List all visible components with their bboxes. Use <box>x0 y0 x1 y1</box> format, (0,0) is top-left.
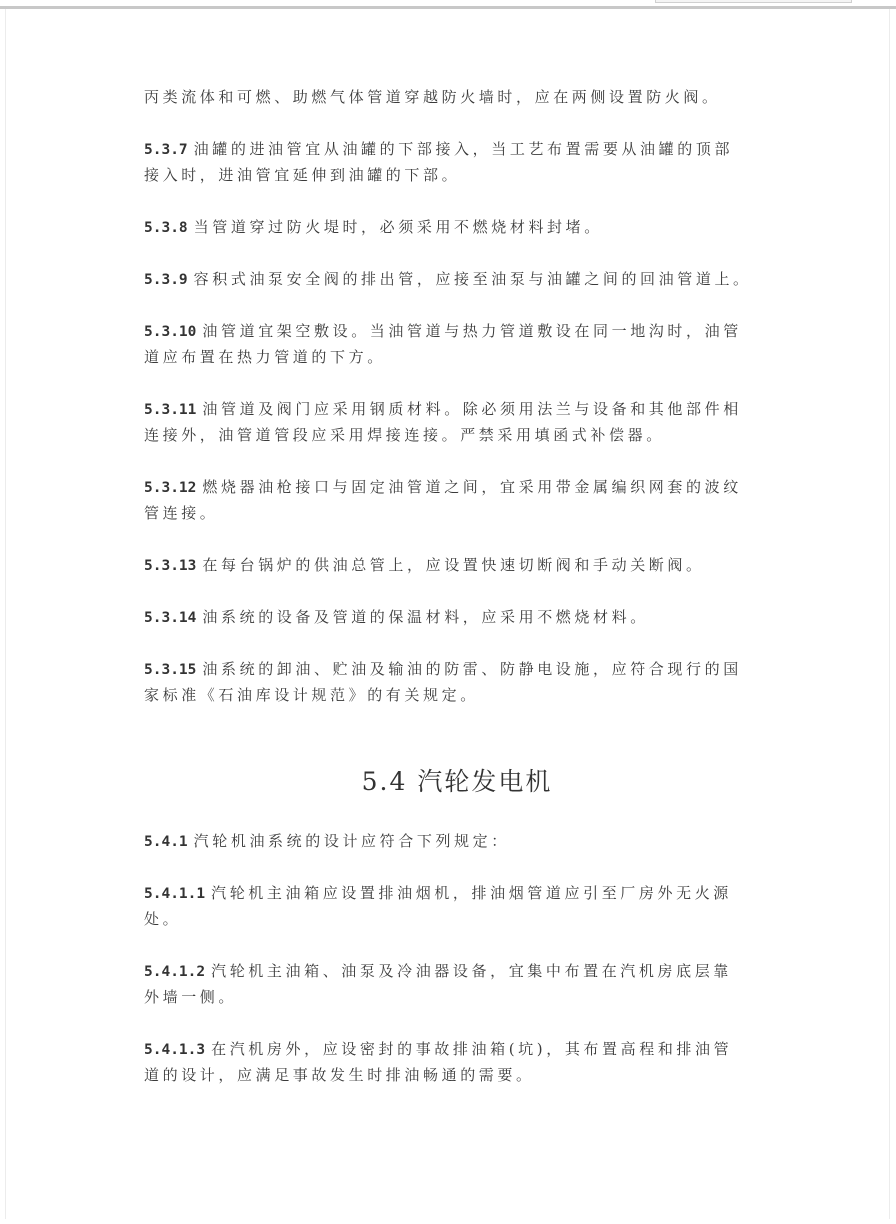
text-line <box>144 984 784 1010</box>
document-page <box>5 9 890 1219</box>
clause-number: 5.3.15 <box>144 662 197 678</box>
clause-number: 5.4.1.3 <box>144 1042 206 1058</box>
clause-paragraph <box>144 880 784 932</box>
clause-number: 5.4.1.1 <box>144 886 206 902</box>
text-line <box>144 656 784 682</box>
clause-paragraph <box>144 1036 784 1088</box>
clause-text: 处。 <box>144 910 182 928</box>
text-line <box>144 880 784 906</box>
text-line <box>144 682 784 708</box>
text-line <box>144 1062 784 1088</box>
text-line <box>144 500 784 526</box>
clause-number: 5.3.12 <box>144 480 197 496</box>
text-line <box>144 604 784 630</box>
clause-text: 容积式油泵安全阀的排出管，应接至油泵与油罐之间的回油管道上。 <box>193 270 752 288</box>
clause-text: 丙类流体和可燃、助燃气体管道穿越防火墙时，应在两侧设置防火阀。 <box>144 88 721 106</box>
section-5-4-clauses <box>144 828 784 1088</box>
clause-text: 汽轮机主油箱、油泵及冷油器设备，宜集中布置在汽机房底层靠 <box>211 962 732 980</box>
text-line <box>144 318 784 344</box>
clause-number: 5.3.14 <box>144 610 197 626</box>
text-line <box>144 1036 784 1062</box>
clause-text: 在每台锅炉的供油总管上，应设置快速切断阀和手动关断阀。 <box>202 556 705 574</box>
clause-paragraph <box>144 318 784 370</box>
clause-text: 油系统的设备及管道的保温材料，应采用不燃烧材料。 <box>202 608 649 626</box>
text-line <box>144 266 784 292</box>
clause-paragraph <box>144 214 784 240</box>
clause-paragraph <box>144 396 784 448</box>
clause-text: 油罐的进油管宜从油罐的下部接入，当工艺布置需要从油罐的顶部 <box>193 140 734 158</box>
clause-number: 5.3.7 <box>144 142 188 158</box>
clause-text: 道的设计，应满足事故发生时排油畅通的需要。 <box>144 1066 535 1084</box>
text-line <box>144 422 784 448</box>
clause-paragraph <box>144 552 784 578</box>
section-5-3-clauses <box>144 84 784 708</box>
clause-paragraph <box>144 828 784 854</box>
text-line <box>144 474 784 500</box>
clause-text: 连接外，油管道管段应采用焊接连接。严禁采用填函式补偿器。 <box>144 426 665 444</box>
section-heading: 5.4 汽轮发电机 <box>361 767 553 796</box>
text-line <box>144 84 784 110</box>
text-line <box>144 828 784 854</box>
clause-text: 油管道及阀门应采用钢质材料。除必须用法兰与设备和其他部件相 <box>202 400 742 418</box>
text-line <box>144 958 784 984</box>
clause-text: 管连接。 <box>144 504 219 522</box>
clause-text: 燃烧器油枪接口与固定油管道之间，宜采用带金属编织网套的波纹 <box>202 478 742 496</box>
clause-text: 外墙一侧。 <box>144 988 238 1006</box>
text-line <box>144 906 784 932</box>
clause-text: 接入时，进油管宜延伸到油罐的下部。 <box>144 166 461 184</box>
clause-text: 油系统的卸油、贮油及输油的防雷、防静电设施，应符合现行的国 <box>202 660 742 678</box>
clause-paragraph <box>144 474 784 526</box>
page-content <box>144 84 784 1114</box>
text-line <box>144 214 784 240</box>
clause-number: 5.3.8 <box>144 220 188 236</box>
viewer-toolbar-tab <box>655 0 852 3</box>
text-line <box>144 136 784 162</box>
clause-number: 5.3.13 <box>144 558 197 574</box>
text-line <box>144 396 784 422</box>
clause-text: 家标准《石油库设计规范》的有关规定。 <box>144 686 479 704</box>
clause-paragraph <box>144 604 784 630</box>
text-line <box>144 552 784 578</box>
clause-paragraph <box>144 136 784 188</box>
clause-number: 5.4.1.2 <box>144 964 206 980</box>
clause-number: 5.3.10 <box>144 324 197 340</box>
clause-text: 道应布置在热力管道的下方。 <box>144 348 386 366</box>
clause-number: 5.3.11 <box>144 402 197 418</box>
clause-text: 油管道宜架空敷设。当油管道与热力管道敷设在同一地沟时，油管 <box>202 322 742 340</box>
clause-paragraph <box>144 958 784 1010</box>
clause-text: 汽轮机油系统的设计应符合下列规定： <box>193 832 510 850</box>
clause-paragraph <box>144 266 784 292</box>
clause-number: 5.3.9 <box>144 272 188 288</box>
clause-text: 在汽机房外，应设密封的事故排油箱(坑)，其布置高程和排油管 <box>211 1040 733 1058</box>
clause-paragraph <box>144 84 784 110</box>
clause-paragraph <box>144 656 784 708</box>
text-line <box>144 344 784 370</box>
clause-number: 5.4.1 <box>144 834 188 850</box>
clause-text: 汽轮机主油箱应设置排油烟机，排油烟管道应引至厂房外无火源 <box>211 884 732 902</box>
text-line <box>144 162 784 188</box>
clause-text: 当管道穿过防火堤时，必须采用不燃烧材料封堵。 <box>193 218 603 236</box>
